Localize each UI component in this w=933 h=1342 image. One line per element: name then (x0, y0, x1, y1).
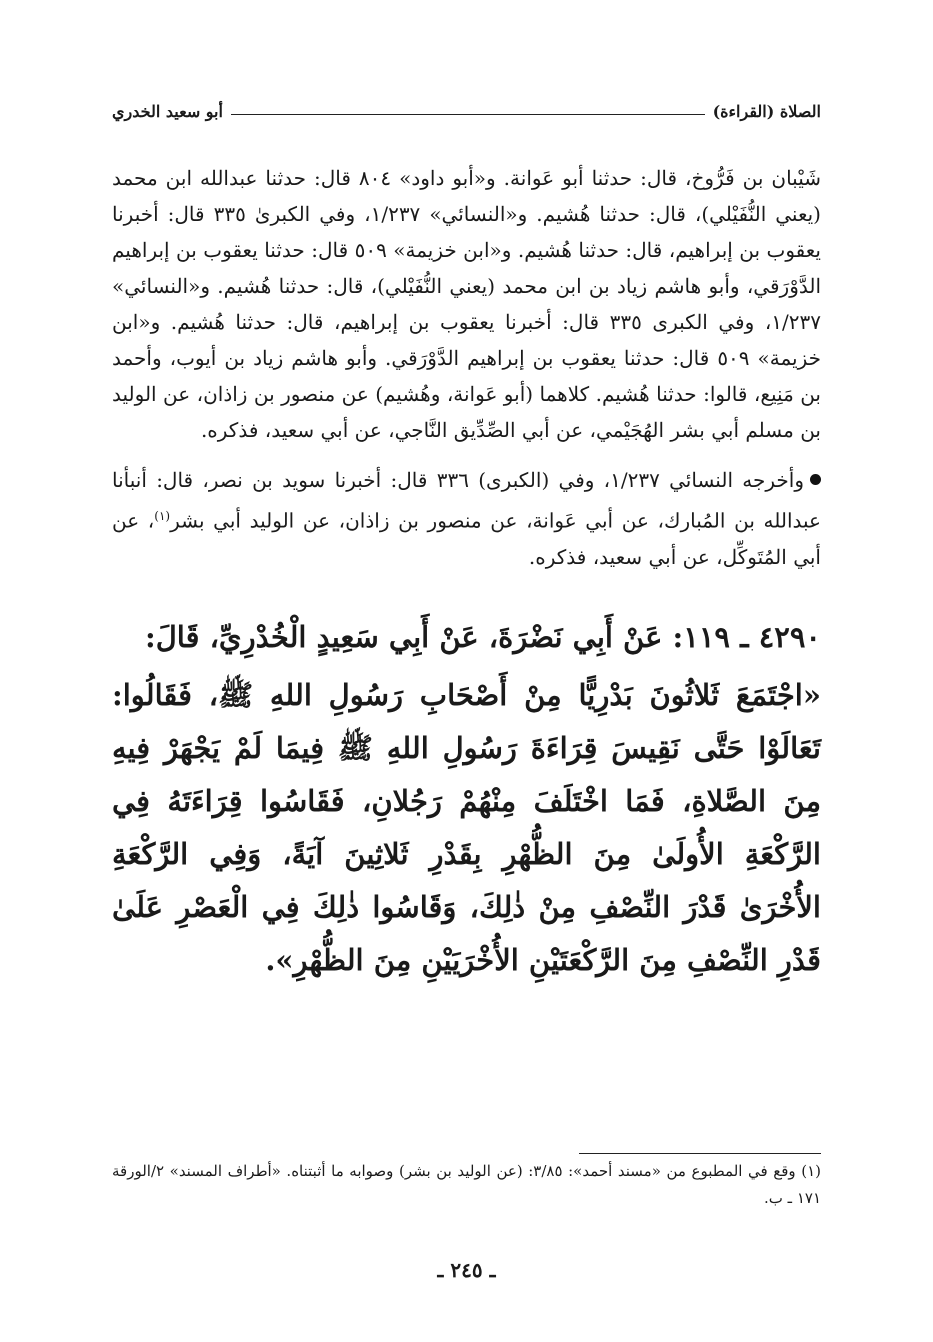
footnote-1: (١) وقع في المطبوع من «مسند أحمد»: ٣/٨٥: (عن الوليد بن بشر) وصوابه ما أثبتناه. «أطراف المسند» ٢/الورقة ١٧١ ـ ب. (112, 1162, 821, 1207)
paragraph-isnad: شَيْبان بن فَرُّوخ، قال: حدثنا أبو عَوانة. و«أبو داود» ٨٠٤ قال: حدثنا عبدالله ابن محمد (يعني النُّفَيْلي)، قال: حدثنا هُشيم. و«النسائي» ١/٢٣٧، وفي الكبرىٰ ٣٣٥ قال: أخبرنا يعقوب بن إبراهيم، قال: حدثنا هُشيم. و«ابن خزيمة» ٥٠٩ قال: حدثنا يعقوب بن إبراهيم الدَّوْرَقي، وأبو هاشم زياد بن ابن محمد (يعني النُّفَيْلي)، قال: حدثنا هُشيم. و«النسائي» ١/٢٣٧، وفي الكبرى ٣٣٥ قال: أخبرنا يعقوب بن إبراهيم، قال: حدثنا هُشيم. و«ابن خزيمة» ٥٠٩ قال: حدثنا يعقوب بن إبراهيم الدَّوْرَقي. وأبو هاشم زياد بن أيوب، وأحمد بن مَنِيع، قالوا: حدثنا هُشيم. كلاهما (أبو عَوانة، وهُشيم) عن منصور بن زاذان، عن الوليد بن مسلم أبي بشر الهُجَيْمي، عن أبي الصِّدِّيق النَّاجي، عن أبي سعيد، فذكره. (112, 166, 822, 442)
footnote-divider (579, 1153, 821, 1154)
footnotes (112, 1158, 821, 1212)
paragraph-nasai-end: ، عن أبي المُتَوكِّل، عن أبي سعيد، فذكره. (112, 508, 821, 569)
hadith-heading: ٤٢٩٠ ـ ١١٩: عَنْ أَبِي نَضْرَةَ، عَنْ أَبِي سَعِيدٍ الْخُدْرِيِّ، قَالَ: (145, 619, 821, 654)
paragraph-nasai-text: وأخرجه النسائي ١/٢٣٧، وفي (الكبرى) ٣٣٦ قال: أخبرنا سويد بن نصر، قال: أنبأنا عبدالله بن المُبارك، عن أبي عَوانة، عن منصور بن زاذان، عن الوليد أبي بشر (112, 468, 821, 533)
paragraph-nasai (112, 462, 821, 575)
bullet-icon (810, 474, 821, 485)
page-number: ـ ٢٤٥ ـ (437, 1258, 496, 1282)
header-chapter-title: أبو سعيد الخدري (112, 101, 223, 121)
header-section-title: الصلاة (القراءة) (712, 101, 821, 121)
header-rule (231, 114, 705, 115)
running-header (112, 96, 821, 126)
hadith-text: «اجْتَمَعَ ثَلاثُونَ بَدْرِيًّا مِنْ أَصْحَابِ رَسُولِ اللهِ ﷺ، فَقَالُوا: تَعَالَوْا حَتَّى نَقِيسَ قِرَاءَةَ رَسُولِ اللهِ ﷺ فِيمَا لَمْ يَجْهَرْ فِيهِ مِنَ الصَّلاةِ، فَمَا اخْتَلَفَ مِنْهُمْ رَجُلانِ، فَقَاسُوا قِرَاءَتَهُ فِي الرَّكْعَةِ الأُولَىٰ مِنَ الظُّهْرِ بِقَدْرِ ثَلاثِينَ آيَةً، وَفِي الرَّكْعَةِ الأُخْرَىٰ قَدْرَ النِّصْفِ مِنْ ذٰلِكَ، وَقَاسُوا ذٰلِكَ فِي الْعَصْرِ عَلَىٰ قَدْرِ النِّصْفِ مِنَ الرَّكْعَتَيْنِ الأُخْرَيَيْنِ مِنَ الظُّهْرِ». (112, 677, 821, 977)
main-text (112, 160, 821, 987)
footnote-ref[interactable]: (١) (154, 509, 171, 523)
